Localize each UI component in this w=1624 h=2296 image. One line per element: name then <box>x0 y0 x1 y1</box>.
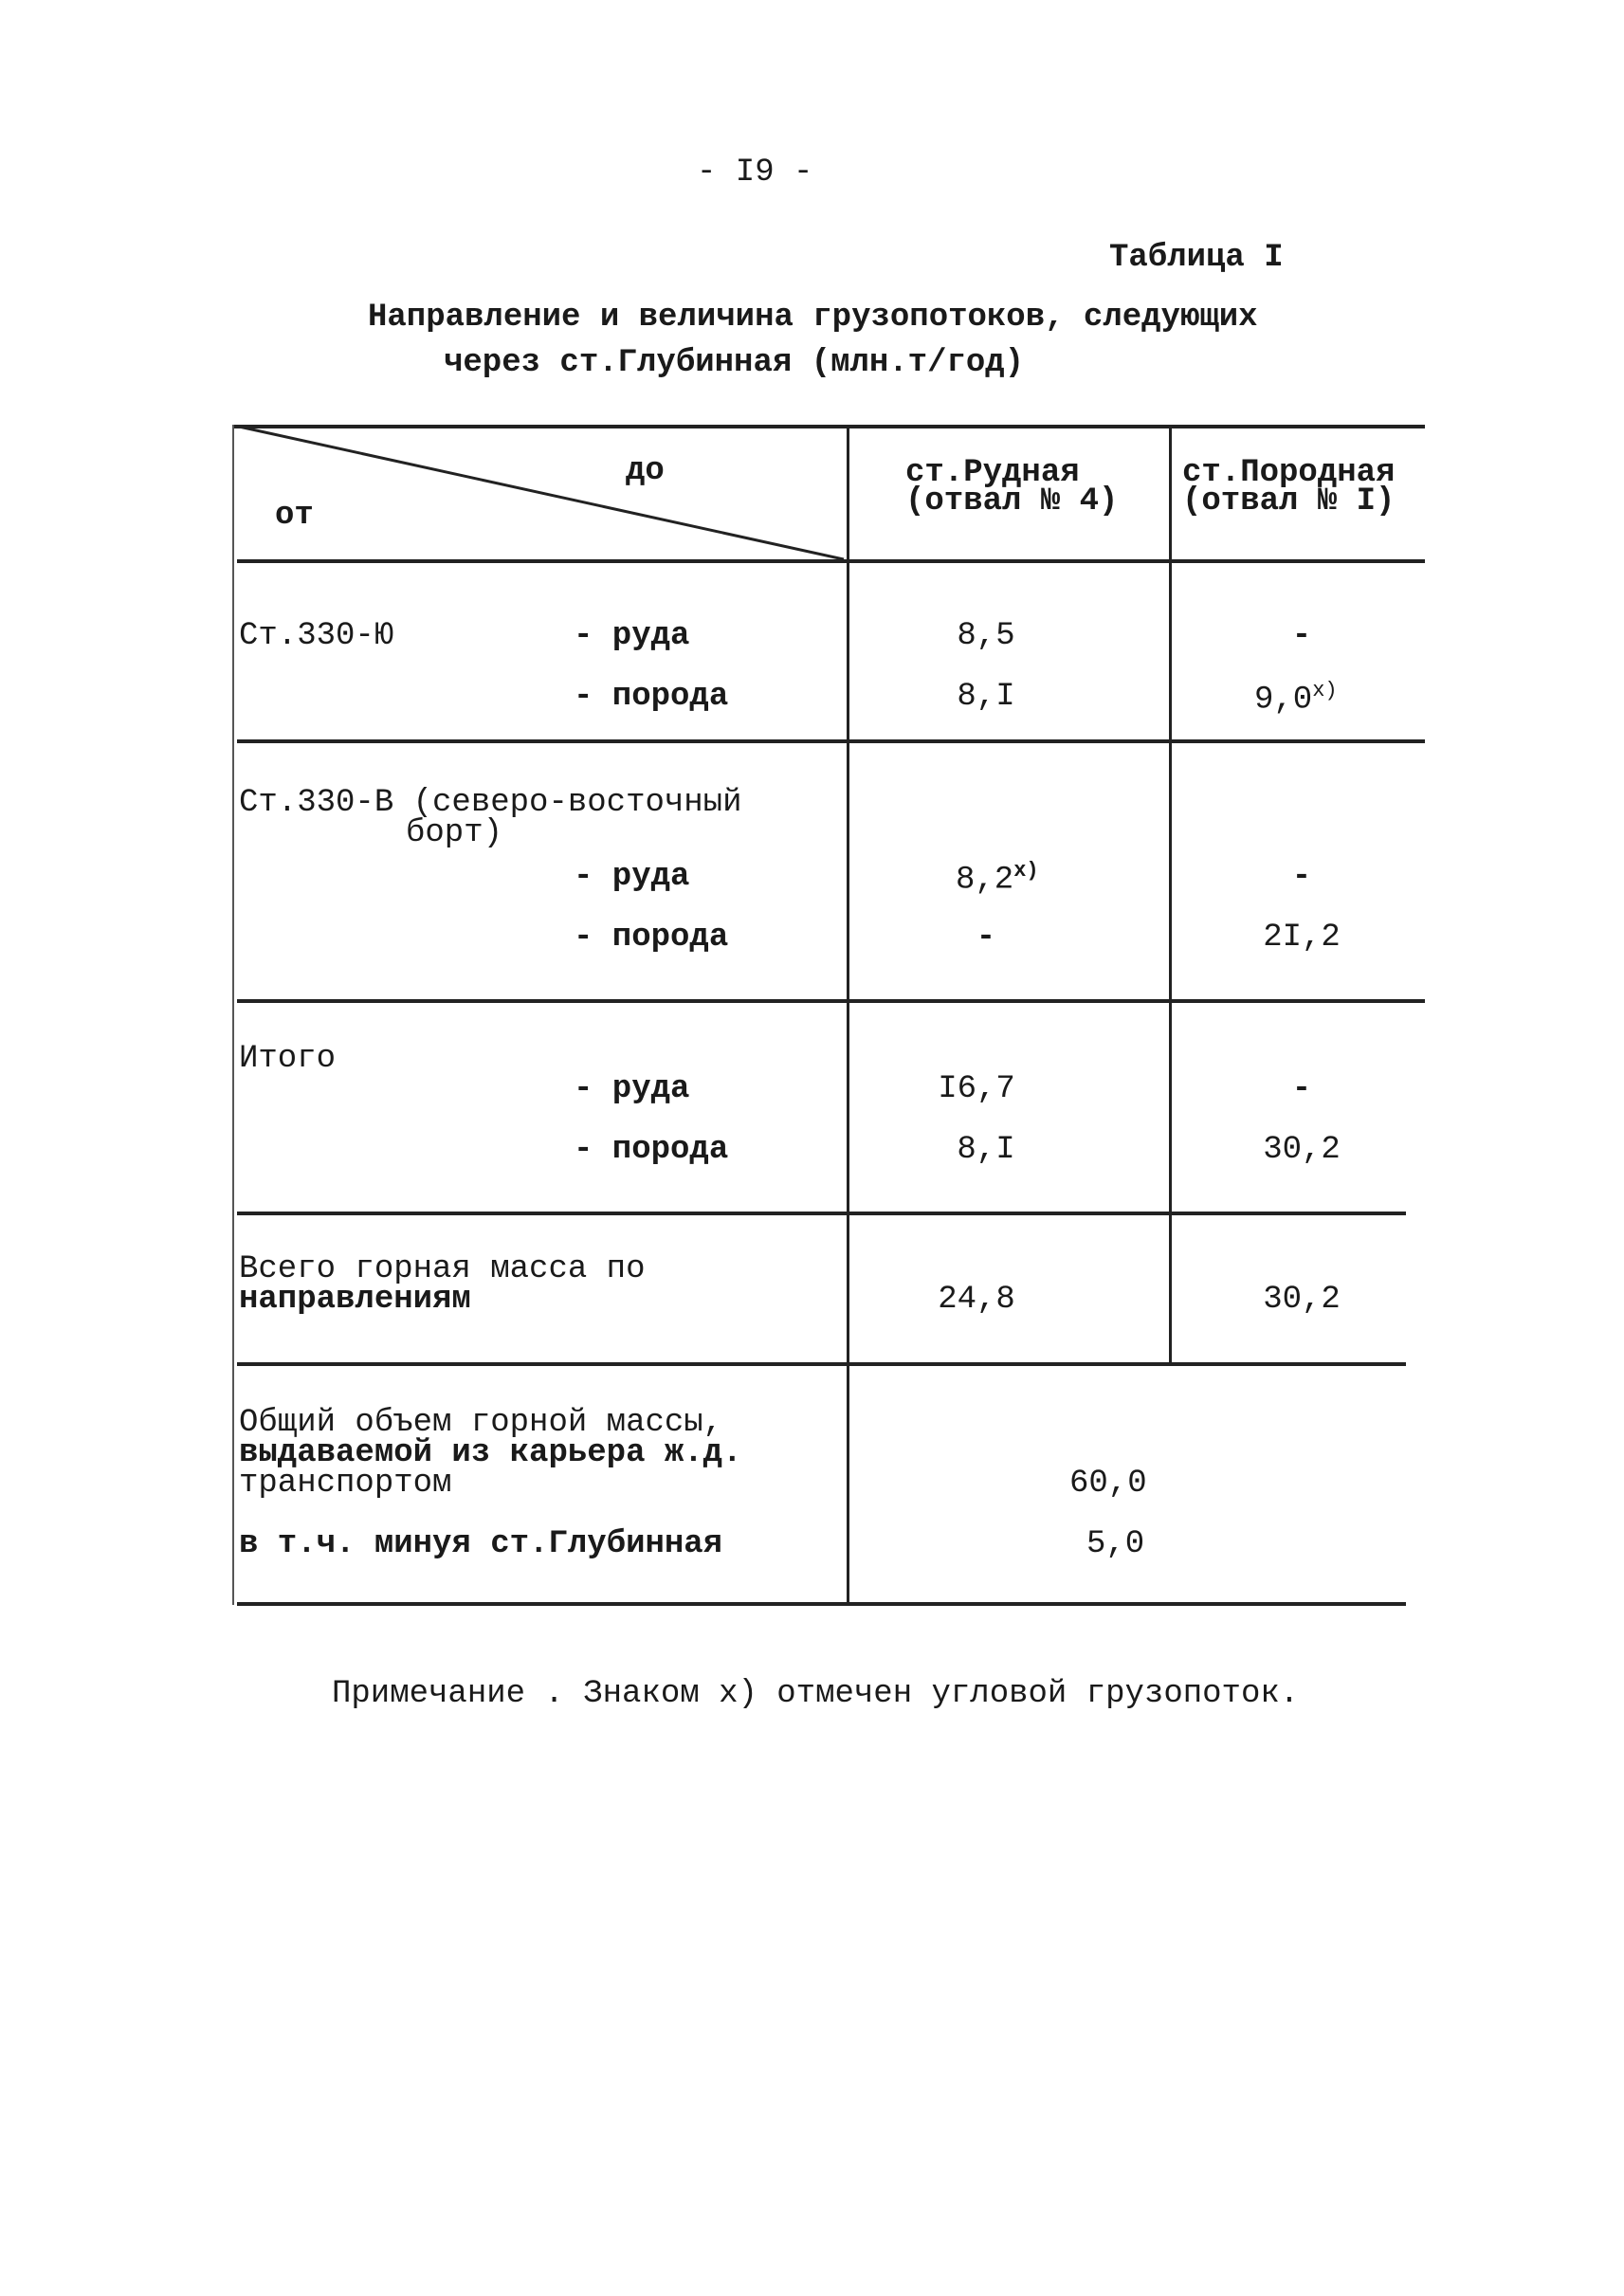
mark: x) <box>1013 859 1039 883</box>
page-number: - I9 - <box>697 155 813 191</box>
row-total-ore-rudnaya: I6,7 <box>938 1071 1015 1107</box>
table-title-line1: Направление и величина грузопотоков, следующих <box>368 300 1258 336</box>
row-st330v-rock-label: - порода <box>574 920 729 956</box>
header-bottom-border <box>237 559 1425 563</box>
row-st330d-rock-rudnaya: 8,I <box>957 679 1015 715</box>
row-st330d-name: Ст.330-Ю <box>239 618 394 654</box>
row-st330d-ore-porodnaya: - <box>1291 618 1312 654</box>
table-label: Таблица I <box>1109 240 1284 276</box>
row-st330v-rock-porodnaya: 2I,2 <box>1263 920 1341 956</box>
row-separator-4 <box>237 1362 1406 1366</box>
row-overall-value: 60,0 <box>1069 1466 1147 1502</box>
row-st330d-rock-label: - порода <box>574 679 729 715</box>
row-st330v-rock-rudnaya: - <box>976 920 996 956</box>
row-st330v-ore-label: - руда <box>574 859 690 895</box>
header-col1-line2: (отвал № 4) <box>905 483 1119 519</box>
row-grand-name-line2: направлениям <box>239 1282 471 1318</box>
row-st330v-name-line2: борт) <box>406 815 503 851</box>
table-bottom-border <box>237 1602 1406 1606</box>
row-overall-name-line2: выдаваемой из карьера ж.д. <box>239 1435 742 1471</box>
row-grand-rudnaya: 24,8 <box>938 1282 1015 1318</box>
value: 8,2 <box>956 862 1014 899</box>
header-col1-line1: ст.Рудная <box>905 455 1080 491</box>
header-from-label: от <box>275 498 314 534</box>
row-overall-sub-value: 5,0 <box>1086 1526 1145 1562</box>
row-total-name: Итого <box>239 1041 337 1077</box>
row-st330v-name-line1 <box>239 787 742 819</box>
row-st330d-ore-rudnaya: 8,5 <box>957 618 1015 654</box>
header-to-label: до <box>626 453 665 489</box>
column-divider-2 <box>1169 425 1172 1365</box>
row-st330v-ore-porodnaya: - <box>1291 859 1312 895</box>
mark: x) <box>1312 679 1338 702</box>
header-col2-line2: (отвал № I) <box>1182 483 1396 519</box>
column-divider-1 <box>847 425 849 1605</box>
row-separator-3 <box>237 1212 1406 1215</box>
row-total-rock-porodnaya: 30,2 <box>1263 1132 1341 1168</box>
row-overall-name-line1: Общий объем горной массы, <box>239 1405 723 1441</box>
table-note: Примечание . Знаком х) отмечен угловой грузопоток. <box>332 1676 1300 1712</box>
header-col2-line1: ст.Породная <box>1182 455 1396 491</box>
value: 9,0 <box>1254 682 1313 719</box>
row-total-rock-rudnaya: 8,I <box>957 1132 1015 1168</box>
row-grand-porodnaya: 30,2 <box>1263 1282 1341 1318</box>
row-separator-2 <box>237 999 1425 1003</box>
table-title-line2: через ст.Глубинная (млн.т/год) <box>444 345 1025 381</box>
row-total-rock-label: - порода <box>574 1132 729 1168</box>
text: Ст.330-В (северо-восточный <box>239 785 742 821</box>
row-total-ore-label: - руда <box>574 1071 690 1107</box>
row-overall-name-line3: транспортом <box>239 1466 452 1502</box>
row-st330v-ore-rudnaya <box>956 859 1039 899</box>
header-diagonal <box>237 425 853 563</box>
left-border <box>232 425 234 1605</box>
row-overall-sub-label: в т.ч. минуя ст.Глубинная <box>239 1526 723 1562</box>
row-separator-1 <box>237 739 1425 743</box>
row-st330d-rock-porodnaya <box>1254 679 1338 719</box>
row-st330d-ore-label: - руда <box>574 618 690 654</box>
row-grand-name-line1: Всего горная масса по <box>239 1251 646 1287</box>
row-total-ore-porodnaya: - <box>1291 1071 1312 1107</box>
